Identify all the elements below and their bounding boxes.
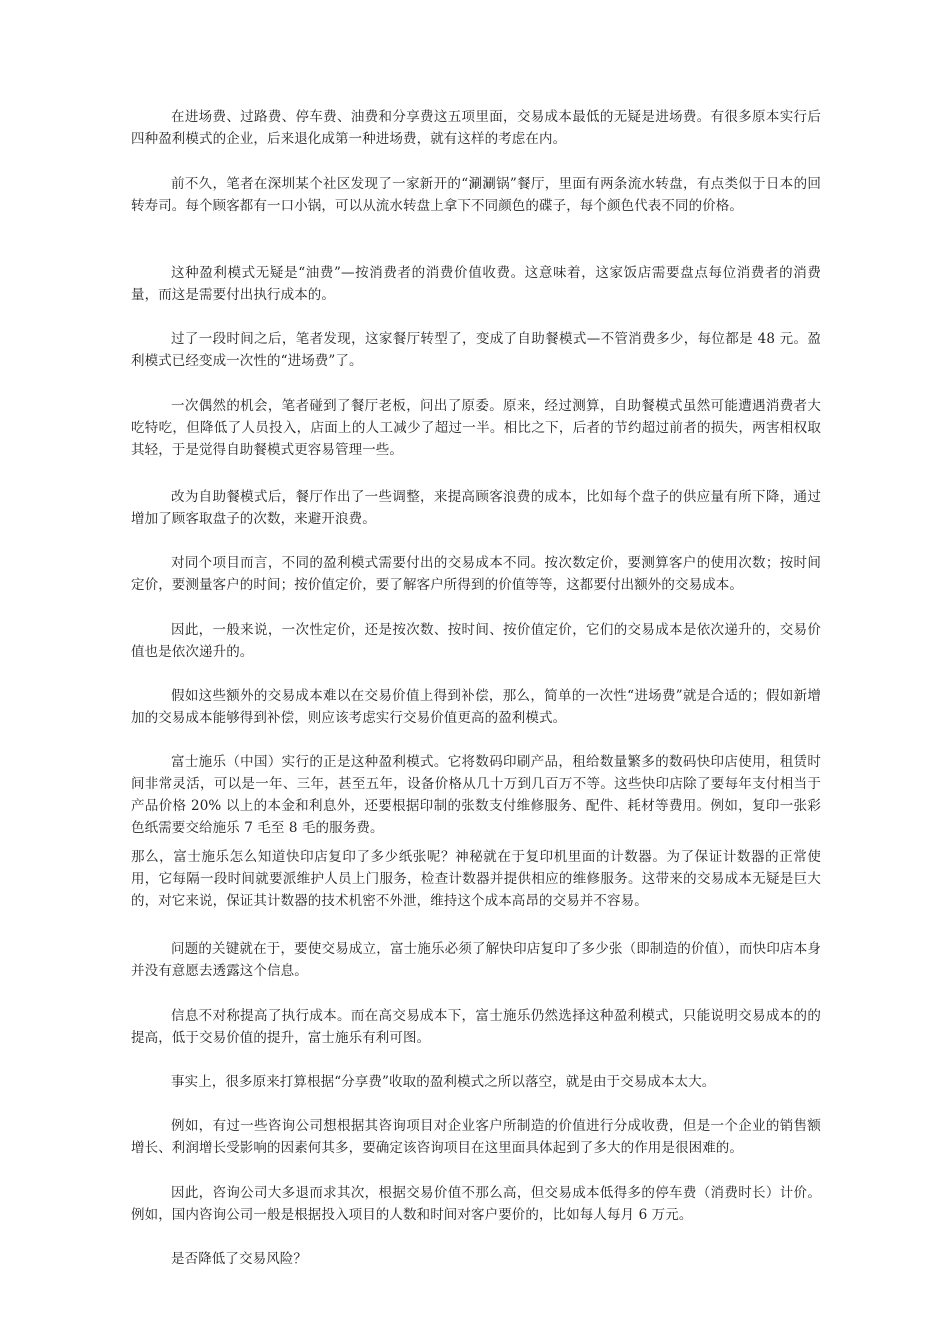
paragraph: 改为自助餐模式后，餐厅作出了一些调整，来提高顾客浪费的成本，比如每个盘子的供应量有所下降，通过增加了顾客取盘子的次数，来避开浪费。 [131,489,821,527]
section-question: 是否降低了交易风险？ [171,1251,307,1267]
paragraph: 因此，一般来说，一次性定价，还是按次数、按时间、按价值定价，它们的交易成本是依次递升的，交易价值也是依次递升的。 [131,622,821,660]
paragraph: 那么，富士施乐怎么知道快印店复印了多少纸张呢？神秘就在于复印机里面的计数器。为了保证计数器的正常使用，它每隔一段时间就要派维护人员上门服务，检查计数器并提供相应的维修服务。这带来的交易成本无疑是巨大的，对它来说，保证其计数器的技术机密不外泄，维持这个成本高昂的交易并不容易。 [131,849,821,909]
paragraph: 对同个项目而言，不同的盈利模式需要付出的交易成本不同。按次数定价，要测算客户的使用次数；按时间定价，要测量客户的时间；按价值定价，要了解客户所得到的价值等等，这都要付出额外的交易成本。 [131,555,821,593]
paragraph: 一次偶然的机会，笔者碰到了餐厅老板，问出了原委。原来，经过测算，自助餐模式虽然可能遭遇消费者大吃特吃，但降低了人员投入，店面上的人工减少了超过一半。相比之下，后者的节约超过前者的损失，两害相权取其轻，于是觉得自助餐模式更容易管理一些。 [131,398,821,458]
paragraph: 假如这些额外的交易成本难以在交易价值上得到补偿，那么，简单的一次性“进场费”就是合适的；假如新增加的交易成本能够得到补偿，则应该考虑实行交易价值更高的盈利模式。 [131,688,821,726]
paragraph: 因此，咨询公司大多退而求其次，根据交易价值不那么高，但交易成本低得多的停车费（消费时长）计价。例如，国内咨询公司一般是根据投入项目的人数和时间对客户要价的，比如每人每月 6 万元。 [131,1185,821,1223]
paragraph: 在进场费、过路费、停车费、油费和分享费这五项里面，交易成本最低的无疑是进场费。有很多原本实行后四种盈利模式的企业，后来退化成第一种进场费，就有这样的考虑在内。 [131,109,821,147]
paragraph: 事实上，很多原来打算根据“分享费”收取的盈利模式之所以落空，就是由于交易成本太大。 [171,1074,716,1090]
paragraph: 信息不对称提高了执行成本。而在高交易成本下，富士施乐仍然选择这种盈利模式，只能说明交易成本的的提高，低于交易价值的提升，富士施乐有利可图。 [131,1008,821,1046]
paragraph: 过了一段时间之后，笔者发现，这家餐厅转型了，变成了自助餐模式—不管消费多少，每位都是 48 元。盈利模式已经变成一次性的“进场费”了。 [131,331,821,369]
paragraph: 例如，有过一些咨询公司想根据其咨询项目对企业客户所制造的价值进行分成收费，但是一个企业的销售额增长、利润增长受影响的因素何其多，要确定该咨询项目在这里面具体起到了多大的作用是很困难的。 [131,1118,821,1156]
paragraph: 富士施乐（中国）实行的正是这种盈利模式。它将数码印刷产品，租给数量繁多的数码快印店使用，租赁时间非常灵活，可以是一年、三年，甚至五年，设备价格从几十万到几百万不等。这些快印店除了要每年支付相当于产品价格 20% 以上的本金和利息外，还要根据印制的张数支付维修服务、配件、耗材等费用。例如，复印一张彩色纸需要交给施乐 7 毛至 8 毛的服务费。 [131,754,821,836]
paragraph: 前不久，笔者在深圳某个社区发现了一家新开的“涮涮锅”餐厅，里面有两条流水转盘，有点类似于日本的回转寿司。每个顾客都有一口小锅，可以从流水转盘上拿下不同颜色的碟子，每个颜色代表不同的价格。 [131,176,821,214]
paragraph: 这种盈利模式无疑是“油费”—按消费者的消费价值收费。这意味着，这家饭店需要盘点每位消费者的消费量，而这是需要付出执行成本的。 [131,265,821,303]
paragraph: 问题的关键就在于，要使交易成立，富士施乐必须了解快印店复印了多少张（即制造的价值），而快印店本身并没有意愿去透露这个信息。 [131,941,821,979]
